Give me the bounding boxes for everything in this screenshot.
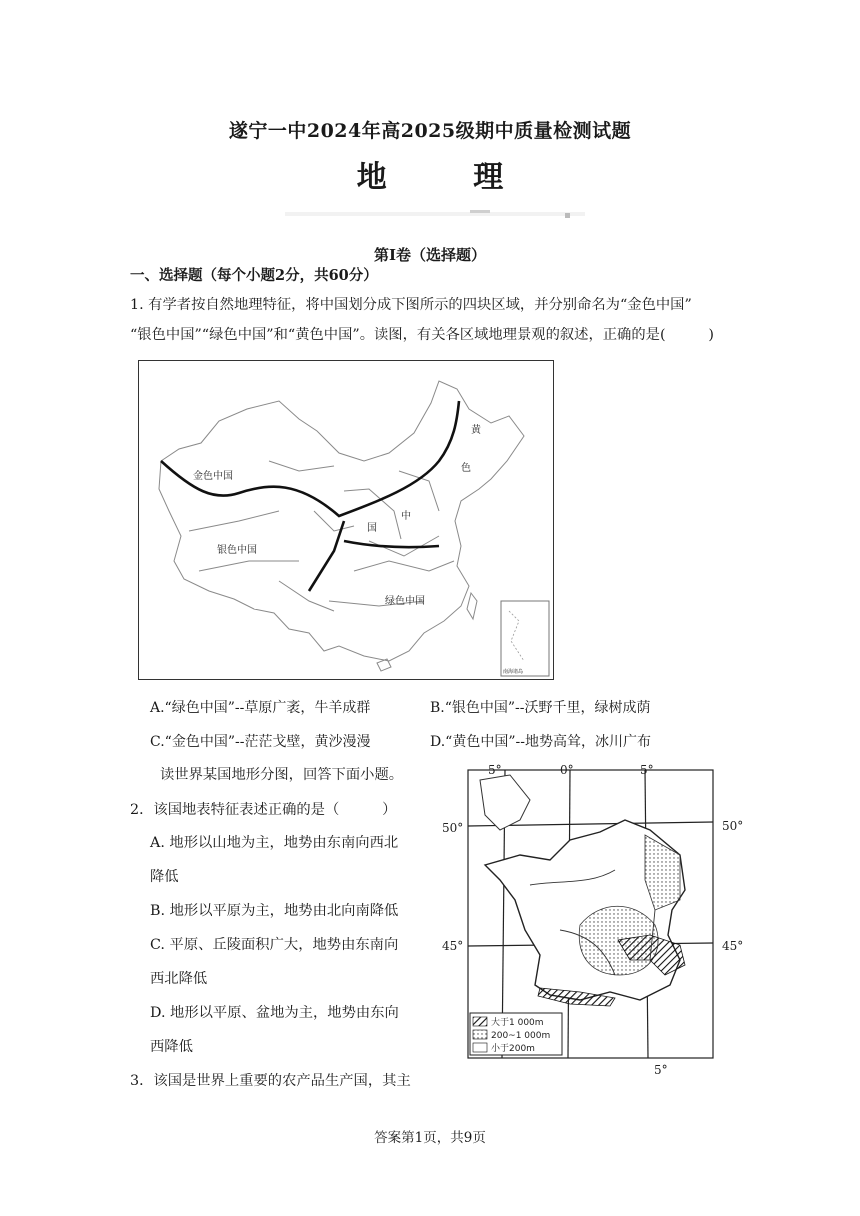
q2-option-c-line2: 西北降低 bbox=[150, 971, 208, 987]
taiwan-island bbox=[467, 593, 477, 619]
lon-5w-label: 5° bbox=[488, 763, 502, 777]
label-yellow-4: 国 bbox=[367, 523, 377, 534]
south-china-sea-inset bbox=[501, 601, 549, 676]
legend-item-high: 大于1 000m bbox=[491, 1018, 544, 1028]
section-heading: 一、选择题（每个小题2分，共60分） bbox=[130, 267, 378, 284]
label-yellow-2: 色 bbox=[461, 463, 471, 474]
label-green-china: 绿色中国 bbox=[385, 596, 425, 607]
terrain-map bbox=[440, 760, 770, 1090]
legend-item-low: 小于200m bbox=[491, 1044, 535, 1054]
q1-stem-line2: “银色中国”“绿色中国”和“黄色中国”。读图，有关各区域地理景观的叙述，正确的是( ) bbox=[130, 327, 714, 343]
boundary-silver-green bbox=[309, 521, 344, 591]
q1-option-b: B.“银色中国”--沃野千里，绿树成荫 bbox=[430, 700, 651, 716]
china-outline bbox=[159, 381, 524, 661]
lon-0-label: 0° bbox=[560, 763, 574, 777]
exam-title: 遂宁一中2024年高2025级期中质量检测试题 bbox=[228, 120, 632, 142]
q1-option-d: D.“黄色中国”--地势高耸，冰川广布 bbox=[430, 734, 651, 750]
lon-5e-label: 5° bbox=[640, 763, 654, 777]
q2-option-c-line1: C. 平原、丘陵面积广大，地势由东南向 bbox=[150, 937, 399, 953]
lat-50-left-label: 50° bbox=[442, 821, 464, 835]
q1-option-a: A.“绿色中国”--草原广袤，牛羊成群 bbox=[150, 700, 371, 716]
q2-stem: 2．该国地表特征表述正确的是（ ） bbox=[130, 802, 397, 818]
china-regions-map bbox=[138, 360, 554, 680]
q3-stem: 3．该国是世界上重要的农产品生产国，其主 bbox=[130, 1073, 411, 1089]
scan-smudge bbox=[285, 207, 585, 221]
lat-50-right-label: 50° bbox=[722, 819, 744, 833]
label-yellow-3: 中 bbox=[401, 511, 411, 522]
label-silver-china: 银色中国 bbox=[217, 545, 257, 556]
boundary-gold-yellow bbox=[161, 401, 459, 516]
subject-title: 地 理 bbox=[356, 160, 542, 195]
q2-intro: 读世界某国地形分图，回答下面小题。 bbox=[160, 767, 404, 783]
label-gold-china: 金色中国 bbox=[193, 471, 233, 482]
q2-option-b: B. 地形以平原为主，地势由北向南降低 bbox=[150, 903, 399, 919]
legend-item-mid: 200~1 000m bbox=[491, 1031, 551, 1041]
q2-option-d-line2: 西降低 bbox=[150, 1039, 193, 1055]
q2-option-a-line2: 降低 bbox=[150, 869, 179, 885]
page-footer: 答案第1页，共9页 bbox=[374, 1130, 486, 1146]
q1-option-c: C.“金色中国”--茫茫戈壁，黄沙漫漫 bbox=[150, 734, 371, 750]
q2-option-a-line1: A. 地形以山地为主，地势由东南向西北 bbox=[150, 835, 399, 851]
label-inset: 南海诸岛 bbox=[503, 669, 524, 675]
lat-45-left-label: 45° bbox=[442, 939, 464, 953]
section-title: 第I卷（选择题） bbox=[373, 246, 487, 264]
lat-45-right-label: 45° bbox=[722, 939, 744, 953]
lon-5e-bottom-label: 5° bbox=[654, 1063, 668, 1077]
q1-stem-line1: 1. 有学者按自然地理特征，将中国划分成下图所示的四块区域，并分别命名为“金色中国” bbox=[130, 297, 692, 313]
q2-option-d-line1: D. 地形以平原、盆地为主，地势由东向 bbox=[150, 1005, 399, 1021]
label-yellow-1: 黄 bbox=[471, 425, 481, 436]
